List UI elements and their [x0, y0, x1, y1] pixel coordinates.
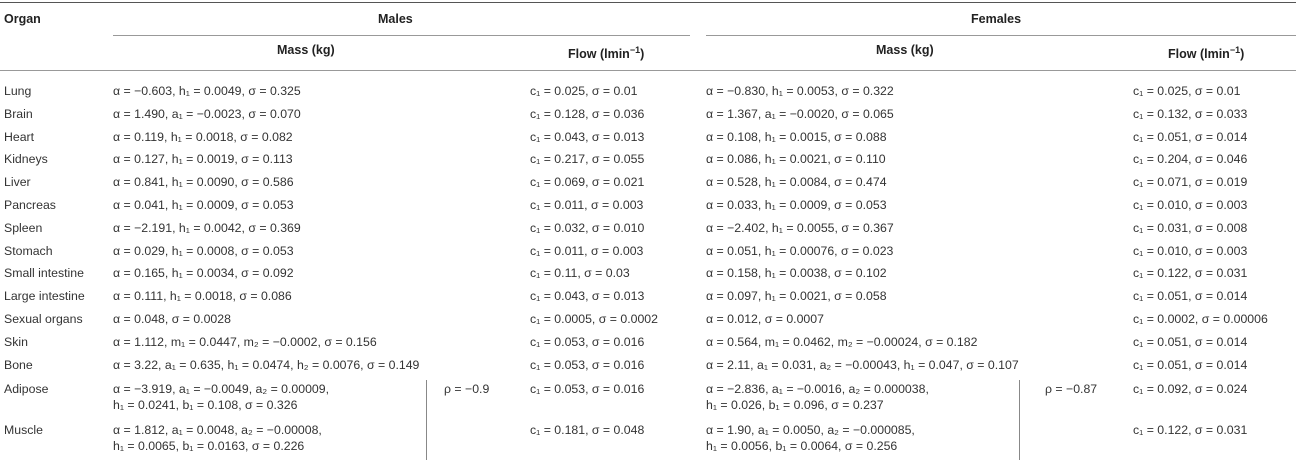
female-mass: α = 0.012, σ = 0.0007 [706, 312, 824, 326]
male-mass: α = 1.112, m₁ = 0.0447, m₂ = −0.0002, σ = 0.156 [113, 335, 377, 349]
male-flow: c₁ = 0.053, σ = 0.016 [530, 335, 645, 349]
male-mass: α = 0.041, h₁ = 0.0009, σ = 0.053 [113, 198, 294, 212]
top-rule [0, 2, 1296, 3]
female-flow: c₁ = 0.204, σ = 0.046 [1133, 152, 1248, 166]
female-mass: α = 0.528, h₁ = 0.0084, σ = 0.474 [706, 175, 887, 189]
flow-label-exponent: −1 [629, 45, 641, 55]
male-mass: α = −2.191, h₁ = 0.0042, σ = 0.369 [113, 221, 301, 235]
adipose-male-mass-line2: h₁ = 0.0241, b₁ = 0.108, σ = 0.326 [113, 398, 298, 412]
male-flow: c₁ = 0.053, σ = 0.016 [530, 358, 645, 372]
male-flow: c₁ = 0.043, σ = 0.013 [530, 130, 645, 144]
female-flow: c₁ = 0.071, σ = 0.019 [1133, 175, 1248, 189]
row-organ: Pancreas [4, 198, 56, 212]
female-flow: c₁ = 0.0002, σ = 0.00006 [1133, 312, 1268, 326]
row-organ: Spleen [4, 221, 43, 235]
male-flow: c₁ = 0.128, σ = 0.036 [530, 107, 645, 121]
row-organ: Heart [4, 130, 35, 144]
header-organ: Organ [4, 12, 41, 26]
male-flow: c₁ = 0.11, σ = 0.03 [530, 266, 630, 280]
male-flow: c₁ = 0.032, σ = 0.010 [530, 221, 645, 235]
male-mass: α = 0.048, σ = 0.0028 [113, 312, 231, 326]
adipose-female-rho: ρ = −0.87 [1045, 382, 1098, 396]
header-males: Males [378, 12, 413, 26]
female-flow: c₁ = 0.051, σ = 0.014 [1133, 358, 1248, 372]
male-flow: c₁ = 0.043, σ = 0.013 [530, 289, 645, 303]
female-mass: α = −0.830, h₁ = 0.0053, σ = 0.322 [706, 84, 894, 98]
male-mass: α = 0.165, h₁ = 0.0034, σ = 0.092 [113, 266, 294, 280]
female-mass: α = 0.086, h₁ = 0.0021, σ = 0.110 [706, 152, 886, 166]
adipose-male-flow: c₁ = 0.053, σ = 0.016 [530, 382, 645, 396]
female-flow: c₁ = 0.031, σ = 0.008 [1133, 221, 1248, 235]
males-rho-separator [426, 380, 427, 460]
female-flow: c₁ = 0.051, σ = 0.014 [1133, 130, 1248, 144]
male-mass: α = 0.119, h₁ = 0.0018, σ = 0.082 [113, 130, 293, 144]
male-mass: α = 3.22, a₁ = 0.635, h₁ = 0.0474, h₂ = 0.0076, σ = 0.149 [113, 358, 420, 372]
male-mass: α = 0.029, h₁ = 0.0008, σ = 0.053 [113, 244, 294, 258]
female-mass: α = −2.402, h₁ = 0.0055, σ = 0.367 [706, 221, 894, 235]
row-organ: Large intestine [4, 289, 85, 303]
female-flow: c₁ = 0.051, σ = 0.014 [1133, 289, 1248, 303]
male-flow: c₁ = 0.0005, σ = 0.0002 [530, 312, 658, 326]
row-organ: Lung [4, 84, 32, 98]
muscle-male-mass-line1: α = 1.812, a₁ = 0.0048, a₂ = −0.00008, [113, 423, 322, 437]
female-mass: α = 0.564, m₁ = 0.0462, m₂ = −0.00024, σ = 0.182 [706, 335, 978, 349]
muscle-male-flow: c₁ = 0.181, σ = 0.048 [530, 423, 645, 437]
header-female-mass: Mass (kg) [876, 43, 934, 57]
adipose-female-mass-line2: h₁ = 0.026, b₁ = 0.096, σ = 0.237 [706, 398, 884, 412]
row-organ: Stomach [4, 244, 53, 258]
header-male-mass: Mass (kg) [277, 43, 335, 57]
row-organ: Skin [4, 335, 28, 349]
row-organ: Kidneys [4, 152, 48, 166]
row-organ-adipose: Adipose [4, 382, 49, 396]
row-organ: Liver [4, 175, 31, 189]
female-mass: α = 0.033, h₁ = 0.0009, σ = 0.053 [706, 198, 887, 212]
muscle-female-flow: c₁ = 0.122, σ = 0.031 [1133, 423, 1248, 437]
male-mass: α = 0.127, h₁ = 0.0019, σ = 0.113 [113, 152, 293, 166]
flow-label-prefix: Flow (lmin [1168, 47, 1230, 62]
male-flow: c₁ = 0.025, σ = 0.01 [530, 84, 638, 98]
header-bottom-rule [0, 70, 1296, 71]
female-flow: c₁ = 0.010, σ = 0.003 [1133, 244, 1248, 258]
female-mass: α = 0.158, h₁ = 0.0038, σ = 0.102 [706, 266, 887, 280]
adipose-male-rho: ρ = −0.9 [444, 382, 490, 396]
females-group-rule [706, 35, 1296, 36]
male-mass: α = 0.841, h₁ = 0.0090, σ = 0.586 [113, 175, 294, 189]
row-organ: Brain [4, 107, 33, 121]
adipose-male-mass-line1: α = −3.919, a₁ = −0.0049, a₂ = 0.00009, [113, 382, 330, 396]
row-organ-muscle: Muscle [4, 423, 43, 437]
muscle-female-mass-line2: h₁ = 0.0056, b₁ = 0.0064, σ = 0.256 [706, 439, 898, 453]
female-flow: c₁ = 0.051, σ = 0.014 [1133, 335, 1248, 349]
female-mass: α = 0.108, h₁ = 0.0015, σ = 0.088 [706, 130, 887, 144]
male-flow: c₁ = 0.217, σ = 0.055 [530, 152, 645, 166]
male-flow: c₁ = 0.011, σ = 0.003 [530, 198, 644, 212]
male-mass: α = 0.111, h₁ = 0.0018, σ = 0.086 [113, 289, 292, 303]
female-mass: α = 0.051, h₁ = 0.00076, σ = 0.023 [706, 244, 894, 258]
flow-label-exponent: −1 [1229, 45, 1241, 55]
flow-label-prefix: Flow (lmin [568, 47, 630, 62]
adipose-female-mass-line1: α = −2.836, a₁ = −0.0016, a₂ = 0.000038, [706, 382, 929, 396]
muscle-female-mass-line1: α = 1.90, a₁ = 0.0050, a₂ = −0.000085, [706, 423, 915, 437]
female-mass: α = 2.11, a₁ = 0.031, a₂ = −0.00043, h₁ = 0.047, σ = 0.107 [706, 358, 1019, 372]
female-flow: c₁ = 0.025, σ = 0.01 [1133, 84, 1241, 98]
flow-label-suffix: ) [1240, 47, 1245, 62]
females-rho-separator [1019, 380, 1020, 460]
male-flow: c₁ = 0.069, σ = 0.021 [530, 175, 645, 189]
male-mass: α = −0.603, h₁ = 0.0049, σ = 0.325 [113, 84, 301, 98]
header-female-flow [1168, 42, 1244, 62]
female-mass: α = 0.097, h₁ = 0.0021, σ = 0.058 [706, 289, 887, 303]
adipose-female-flow: c₁ = 0.092, σ = 0.024 [1133, 382, 1248, 396]
female-flow: c₁ = 0.132, σ = 0.033 [1133, 107, 1248, 121]
males-group-rule [113, 35, 690, 36]
row-organ: Sexual organs [4, 312, 83, 326]
row-organ: Bone [4, 358, 33, 372]
male-mass: α = 1.490, a₁ = −0.0023, σ = 0.070 [113, 107, 301, 121]
header-male-flow [568, 42, 644, 62]
flow-label-suffix: ) [640, 47, 645, 62]
female-mass: α = 1.367, a₁ = −0.0020, σ = 0.065 [706, 107, 894, 121]
muscle-male-mass-line2: h₁ = 0.0065, b₁ = 0.0163, σ = 0.226 [113, 439, 305, 453]
female-flow: c₁ = 0.010, σ = 0.003 [1133, 198, 1248, 212]
male-flow: c₁ = 0.011, σ = 0.003 [530, 244, 644, 258]
row-organ: Small intestine [4, 266, 84, 280]
female-flow: c₁ = 0.122, σ = 0.031 [1133, 266, 1248, 280]
header-females: Females [971, 12, 1022, 26]
